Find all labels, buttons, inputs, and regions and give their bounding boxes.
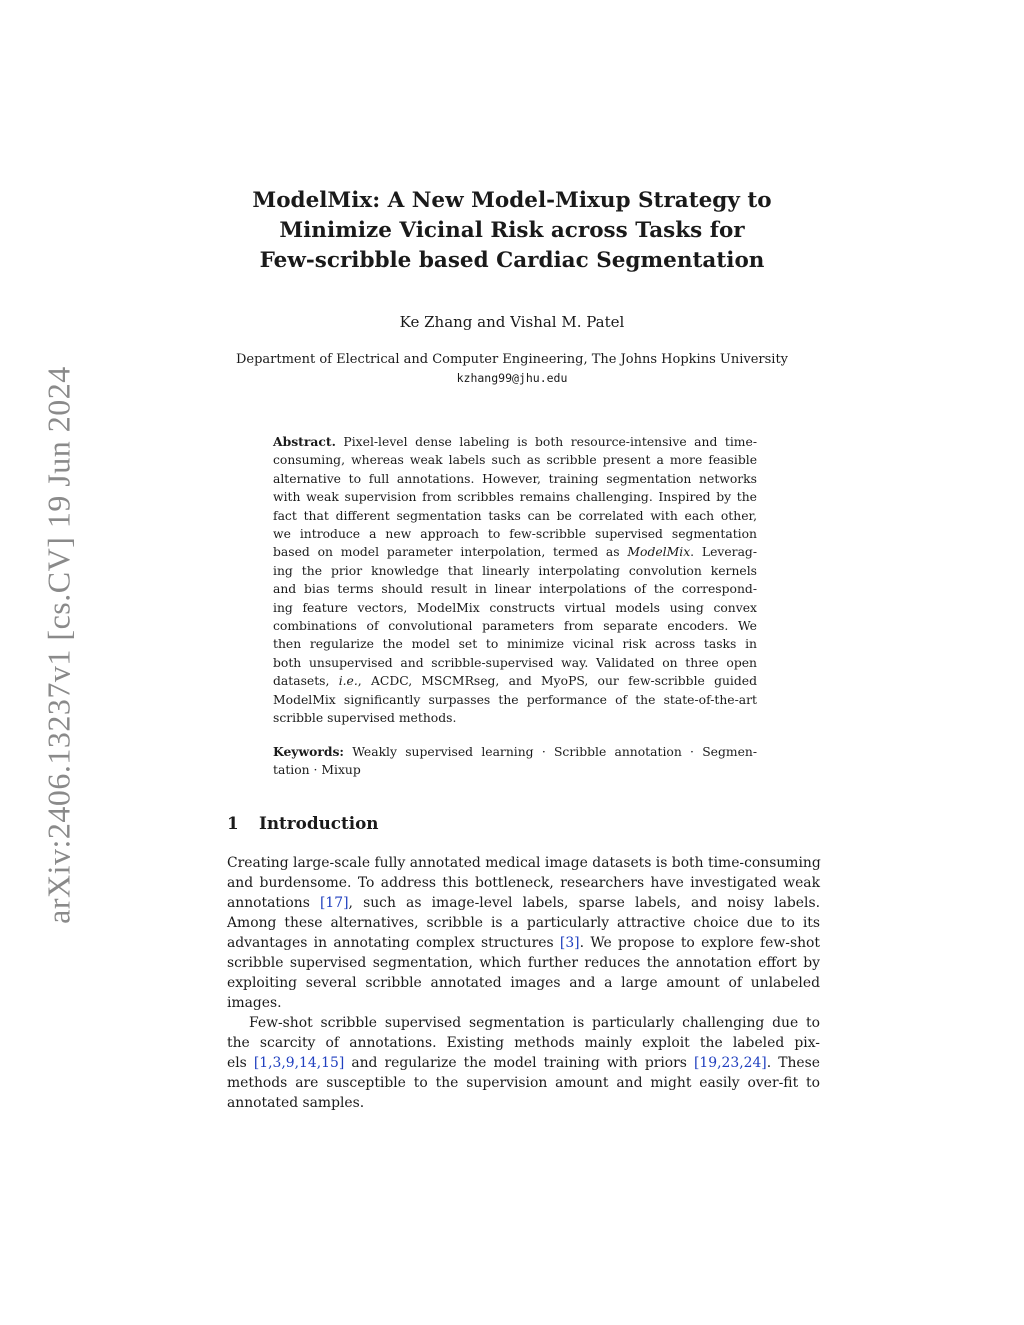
keywords-line: tation · Mixup bbox=[273, 763, 361, 778]
abstract bbox=[273, 433, 757, 728]
section-heading bbox=[227, 813, 379, 833]
abstract-line bbox=[273, 672, 757, 690]
abstract-label: Abstract. bbox=[273, 434, 336, 449]
body-line bbox=[227, 933, 820, 953]
citation-link[interactable]: [19,23,24] bbox=[694, 1055, 767, 1071]
body-text: , such as image-level labels, sparse labels, and noisy labels. bbox=[348, 895, 820, 911]
title-line: Few-scribble based Cardiac Segmentation bbox=[259, 248, 765, 273]
introduction-body bbox=[227, 853, 820, 1113]
abstract-line: we introduce a new approach to few-scribble supervised segmentation bbox=[273, 527, 757, 542]
body-line: Creating large-scale fully annotated medical image datasets is both time-consuming bbox=[227, 855, 821, 871]
body-line: images. bbox=[227, 995, 282, 1011]
abstract-line: then regularize the model set to minimize vicinal risk across tasks in bbox=[273, 637, 757, 652]
abstract-line: with weak supervision from scribbles remains challenging. Inspired by the bbox=[273, 490, 757, 505]
abstract-line: ModelMix significantly surpasses the performance of the state-of-the-art bbox=[273, 692, 757, 707]
citation-link[interactable]: [3] bbox=[559, 935, 580, 951]
body-line: annotated samples. bbox=[227, 1095, 365, 1111]
abstract-text: Pixel-level dense labeling is both resource-intensive and time- bbox=[343, 435, 757, 449]
body-text: . These bbox=[766, 1055, 820, 1071]
abstract-line bbox=[273, 543, 757, 561]
abstract-line: alternative to full annotations. However, training segmentation networks bbox=[273, 471, 757, 486]
title-line: ModelMix: A New Model-Mixup Strategy to bbox=[252, 188, 772, 213]
abstract-line: consuming, whereas weak labels such as scribble present a more feasible bbox=[273, 453, 757, 468]
abstract-line: scribble supervised methods. bbox=[273, 711, 457, 726]
keywords bbox=[273, 743, 757, 780]
author-email[interactable]: kzhang99@jhu.edu bbox=[456, 371, 568, 385]
abstract-line: ing the prior knowledge that linearly interpolating convolution kernels bbox=[273, 563, 757, 578]
paper-title bbox=[0, 186, 1024, 276]
body-line bbox=[227, 893, 820, 913]
citation-link[interactable]: [17] bbox=[320, 895, 349, 911]
abstract-line bbox=[273, 433, 757, 451]
body-line bbox=[227, 1053, 820, 1073]
body-line: scribble supervised segmentation, which further reduces the annotation effort by bbox=[227, 955, 820, 971]
body-line: Few-shot scribble supervised segmentation is particularly challenging due to bbox=[249, 1015, 820, 1031]
keywords-line bbox=[273, 743, 757, 761]
body-line: the scarcity of annotations. Existing methods mainly exploit the labeled pix- bbox=[227, 1035, 820, 1051]
affiliation-block bbox=[0, 350, 1024, 388]
abstract-line: ing feature vectors, ModelMix constructs virtual models using convex bbox=[273, 600, 757, 615]
keywords-text: Weakly supervised learning · Scribble annotation · Segmen- bbox=[352, 745, 757, 759]
body-text: and regularize the model training with priors bbox=[344, 1055, 695, 1071]
body-text: annotations bbox=[227, 895, 321, 911]
authors: Ke Zhang and Vishal M. Patel bbox=[399, 313, 625, 331]
abstract-line: fact that different segmentation tasks can be correlated with each other, bbox=[273, 508, 757, 523]
body-line: and burdensome. To address this bottleneck, researchers have investigated weak bbox=[227, 875, 820, 891]
arxiv-identifier: arXiv:2406.13237v1 [cs.CV] 19 Jun 2024 bbox=[40, 366, 77, 924]
abstract-line: combinations of convolutional parameters from separate encoders. We bbox=[273, 619, 757, 634]
body-text: . We propose to explore few-shot bbox=[579, 935, 820, 951]
affiliation: Department of Electrical and Computer Engineering, The Johns Hopkins University bbox=[235, 352, 789, 367]
body-text: els bbox=[227, 1055, 254, 1071]
abstract-text: based on model parameter interpolation, termed as bbox=[273, 545, 628, 560]
abstract-text: . Leverag- bbox=[690, 545, 757, 560]
abbreviation: i.e. bbox=[338, 674, 358, 689]
citation-link[interactable]: [1,3,9,14,15] bbox=[253, 1055, 345, 1071]
method-name: ModelMix bbox=[627, 545, 691, 560]
body-line: exploiting several scribble annotated images and a large amount of unlabeled bbox=[227, 975, 820, 991]
abstract-text: , ACDC, MSCMRseg, and MyoPS, our few-scribble guided bbox=[357, 674, 757, 689]
body-text: advantages in annotating complex structures bbox=[227, 935, 560, 951]
body-line: Among these alternatives, scribble is a particularly attractive choice due to its bbox=[227, 915, 820, 931]
keywords-label: Keywords: bbox=[273, 744, 344, 759]
abstract-line: and bias terms should result in linear interpolations of the correspond- bbox=[273, 582, 757, 597]
title-line: Minimize Vicinal Risk across Tasks for bbox=[279, 218, 745, 243]
abstract-text: datasets, bbox=[273, 674, 339, 689]
abstract-line: both unsupervised and scribble-supervised way. Validated on three open bbox=[273, 655, 757, 670]
section-number: 1 bbox=[227, 813, 239, 833]
section-title: Introduction bbox=[259, 813, 379, 833]
body-line: methods are susceptible to the supervision amount and might easily over-fit to bbox=[227, 1075, 820, 1091]
